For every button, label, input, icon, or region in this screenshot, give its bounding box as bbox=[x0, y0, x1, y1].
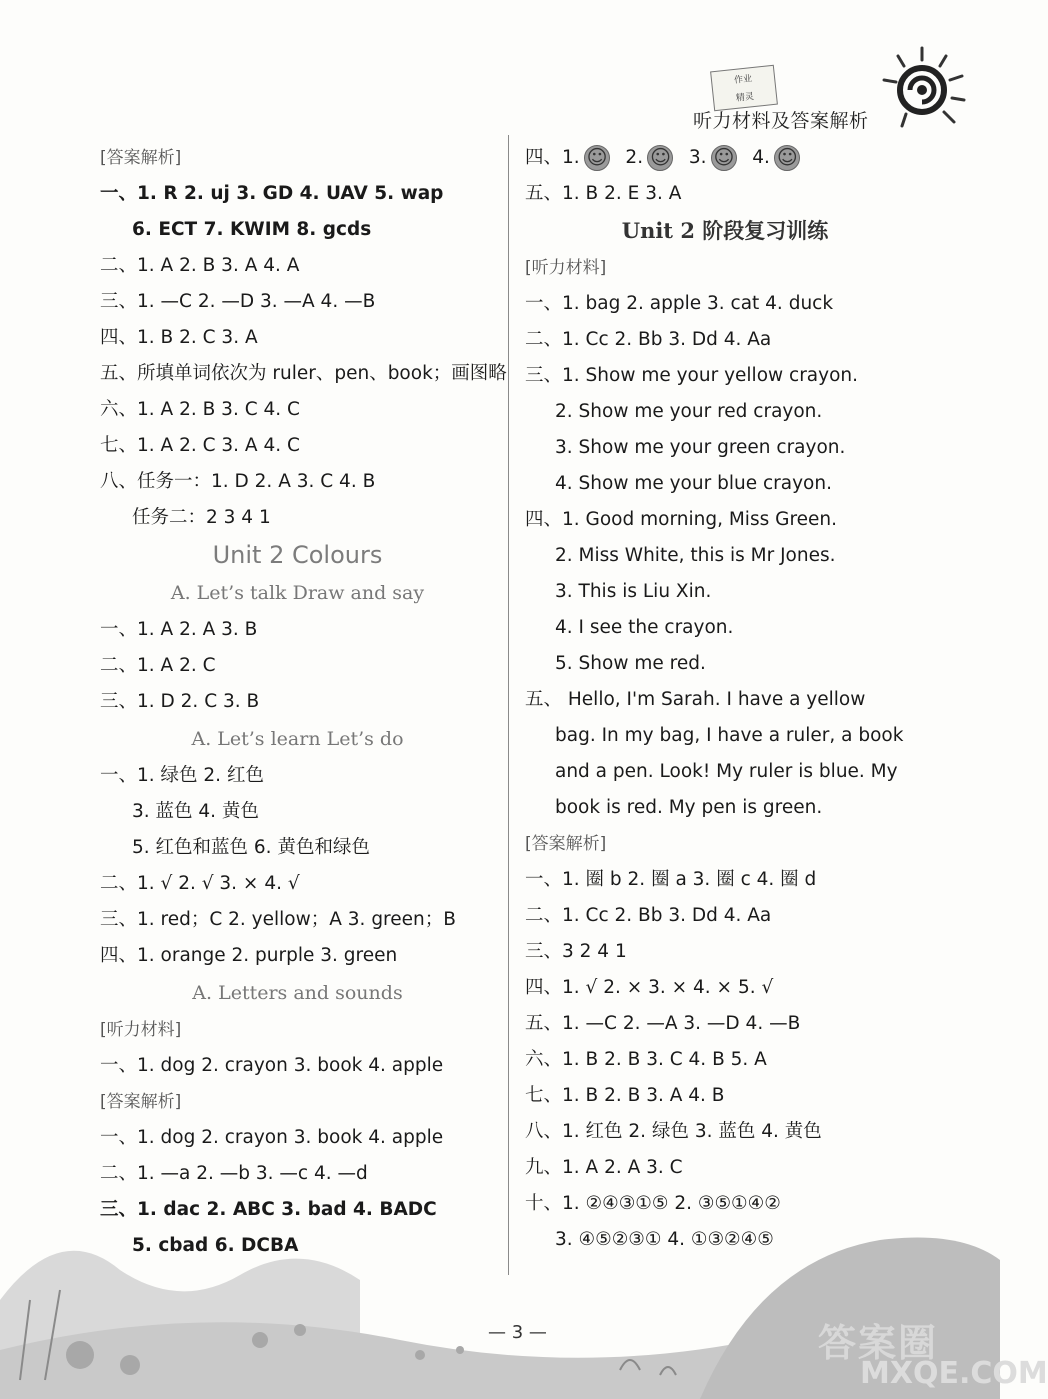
answer-line: 一、1. dog 2. crayon 3. book 4. apple bbox=[100, 1055, 444, 1076]
answer-line: 二、1. A 2. B 3. A 4. A bbox=[100, 255, 300, 276]
stamp-line-1: 作业 bbox=[733, 74, 753, 86]
smiley-face-icon bbox=[584, 145, 610, 171]
header-title: 听力材料及答案解析 bbox=[693, 110, 869, 132]
answer-line: 2. Show me your red crayon. bbox=[555, 401, 823, 422]
answer-line: 三、1. red；C 2. yellow；A 3. green；B bbox=[100, 909, 456, 930]
right-column bbox=[525, 140, 925, 1258]
answer-line: 四、1. B 2. C 3. A bbox=[100, 327, 258, 348]
answer-number: 2. bbox=[625, 147, 644, 168]
answer-line: 一、1. dog 2. crayon 3. book 4. apple bbox=[100, 1127, 444, 1148]
answer-prefix: 四、1. bbox=[525, 147, 580, 168]
column-divider bbox=[508, 135, 509, 1275]
answer-line: 4. I see the crayon. bbox=[555, 617, 734, 638]
answer-line: 一、1. 圈 b 2. 圈 a 3. 圈 c 4. 圈 d bbox=[525, 869, 817, 890]
answer-line: 八、任务一：1. D 2. A 3. C 4. B bbox=[100, 471, 376, 492]
answer-line: 5. Show me red. bbox=[555, 653, 706, 674]
passage-line: book is red. My pen is green. bbox=[555, 797, 823, 818]
listening-material-label: [听力材料] bbox=[100, 1020, 182, 1040]
answer-line: 七、1. A 2. C 3. A 4. C bbox=[100, 435, 300, 456]
answer-line: 五、1. B 2. E 3. A bbox=[525, 183, 682, 204]
watermark-logo: 答案圈 bbox=[818, 1321, 939, 1365]
answer-line: 一、1. bag 2. apple 3. cat 4. duck bbox=[525, 293, 834, 314]
answer-line: 十、1. ②④③①⑤ 2. ③⑤①④② bbox=[525, 1193, 781, 1214]
smiley-face-icon bbox=[647, 145, 673, 171]
section-subtitle: A. Let’s learn Let’s do bbox=[191, 728, 404, 750]
answer-line: 四、1. √ 2. × 3. × 4. × 5. √ bbox=[525, 977, 774, 998]
answer-line: 七、1. B 2. B 3. A 4. B bbox=[525, 1085, 725, 1106]
passage-line: and a pen. Look! My ruler is blue. My bbox=[555, 761, 898, 782]
answer-line: 六、1. B 2. B 3. C 4. B 5. A bbox=[525, 1049, 767, 1070]
passage-line: bag. In my bag, I have a ruler, a book bbox=[555, 725, 904, 746]
answer-line: 三、3 2 4 1 bbox=[525, 941, 627, 962]
answer-line: 二、1. Cc 2. Bb 3. Dd 4. Aa bbox=[525, 329, 772, 350]
answer-line: 5. 红色和蓝色 6. 黄色和绿色 bbox=[132, 837, 370, 858]
smiley-face-icon bbox=[711, 145, 737, 171]
smiley-answer-line bbox=[525, 140, 925, 176]
left-column bbox=[100, 140, 507, 1264]
answer-line: 2. Miss White, this is Mr Jones. bbox=[555, 545, 836, 566]
page-number: — 3 — bbox=[488, 1322, 547, 1343]
answer-line: 3. 蓝色 4. 黄色 bbox=[132, 801, 259, 822]
answer-line: 九、1. A 2. A 3. C bbox=[525, 1157, 683, 1178]
answer-line: 二、1. A 2. C bbox=[100, 655, 216, 676]
answer-number: 4. bbox=[752, 147, 770, 168]
answer-line: 六、1. A 2. B 3. C 4. C bbox=[100, 399, 300, 420]
listening-material-label: [听力材料] bbox=[525, 258, 607, 278]
answer-line: 一、1. 绿色 2. 红色 bbox=[100, 765, 264, 786]
passage-line: 五、 Hello, I'm Sarah. I have a yellow bbox=[525, 689, 866, 710]
answer-analysis-label: [答案解析] bbox=[525, 834, 607, 854]
answer-line: 6. ECT 7. KWIM 8. gcds bbox=[132, 219, 372, 240]
answer-line: 二、1. Cc 2. Bb 3. Dd 4. Aa bbox=[525, 905, 772, 926]
answer-line: 二、1. —a 2. —b 3. —c 4. —d bbox=[100, 1163, 368, 1184]
answer-analysis-label: [答案解析] bbox=[100, 1092, 182, 1112]
answer-line: 五、所填单词依次为 ruler、pen、book；画图略 bbox=[100, 363, 507, 384]
answer-line: 八、1. 红色 2. 绿色 3. 蓝色 4. 黄色 bbox=[525, 1121, 822, 1142]
answer-line: 三、1. dac 2. ABC 3. bad 4. BADC bbox=[100, 1199, 437, 1220]
answer-line: 3. This is Liu Xin. bbox=[555, 581, 712, 602]
answer-line: 3. Show me your green crayon. bbox=[555, 437, 846, 458]
answer-line: 任务二：2 3 4 1 bbox=[132, 507, 271, 528]
answer-number: 3. bbox=[688, 147, 707, 168]
answer-line: 一、1. R 2. uj 3. GD 4. UAV 5. wap bbox=[100, 183, 444, 204]
smiley-face-icon bbox=[774, 145, 800, 171]
sun-swirl-icon bbox=[880, 42, 970, 132]
stamp-line-2: 精灵 bbox=[735, 92, 755, 104]
answer-line: 三、1. D 2. C 3. B bbox=[100, 691, 260, 712]
unit-title: Unit 2 Colours bbox=[212, 541, 383, 569]
answer-line: 五、1. —C 2. —A 3. —D 4. —B bbox=[525, 1013, 801, 1034]
section-subtitle: A. Letters and sounds bbox=[192, 982, 403, 1004]
review-title: Unit 2 阶段复习训练 bbox=[621, 218, 829, 243]
answer-line: 三、1. Show me your yellow crayon. bbox=[525, 365, 859, 386]
answer-line: 3. ④⑤②③① 4. ①③②④⑤ bbox=[555, 1229, 774, 1250]
watermark-url: MXQE.COM bbox=[860, 1356, 1048, 1391]
answer-line: 4. Show me your blue crayon. bbox=[555, 473, 832, 494]
answer-line: 四、1. Good morning, Miss Green. bbox=[525, 509, 838, 530]
answer-line: 5. cbad 6. DCBA bbox=[132, 1235, 299, 1256]
answer-line: 三、1. —C 2. —D 3. —A 4. —B bbox=[100, 291, 376, 312]
answer-line: 二、1. √ 2. √ 3. × 4. √ bbox=[100, 873, 300, 894]
answer-line: 一、1. A 2. A 3. B bbox=[100, 619, 258, 640]
answer-analysis-label: [答案解析] bbox=[100, 148, 182, 168]
answer-line: 四、1. orange 2. purple 3. green bbox=[100, 945, 398, 966]
header-stamp bbox=[710, 65, 778, 111]
section-subtitle: A. Let’s talk Draw and say bbox=[170, 582, 425, 604]
